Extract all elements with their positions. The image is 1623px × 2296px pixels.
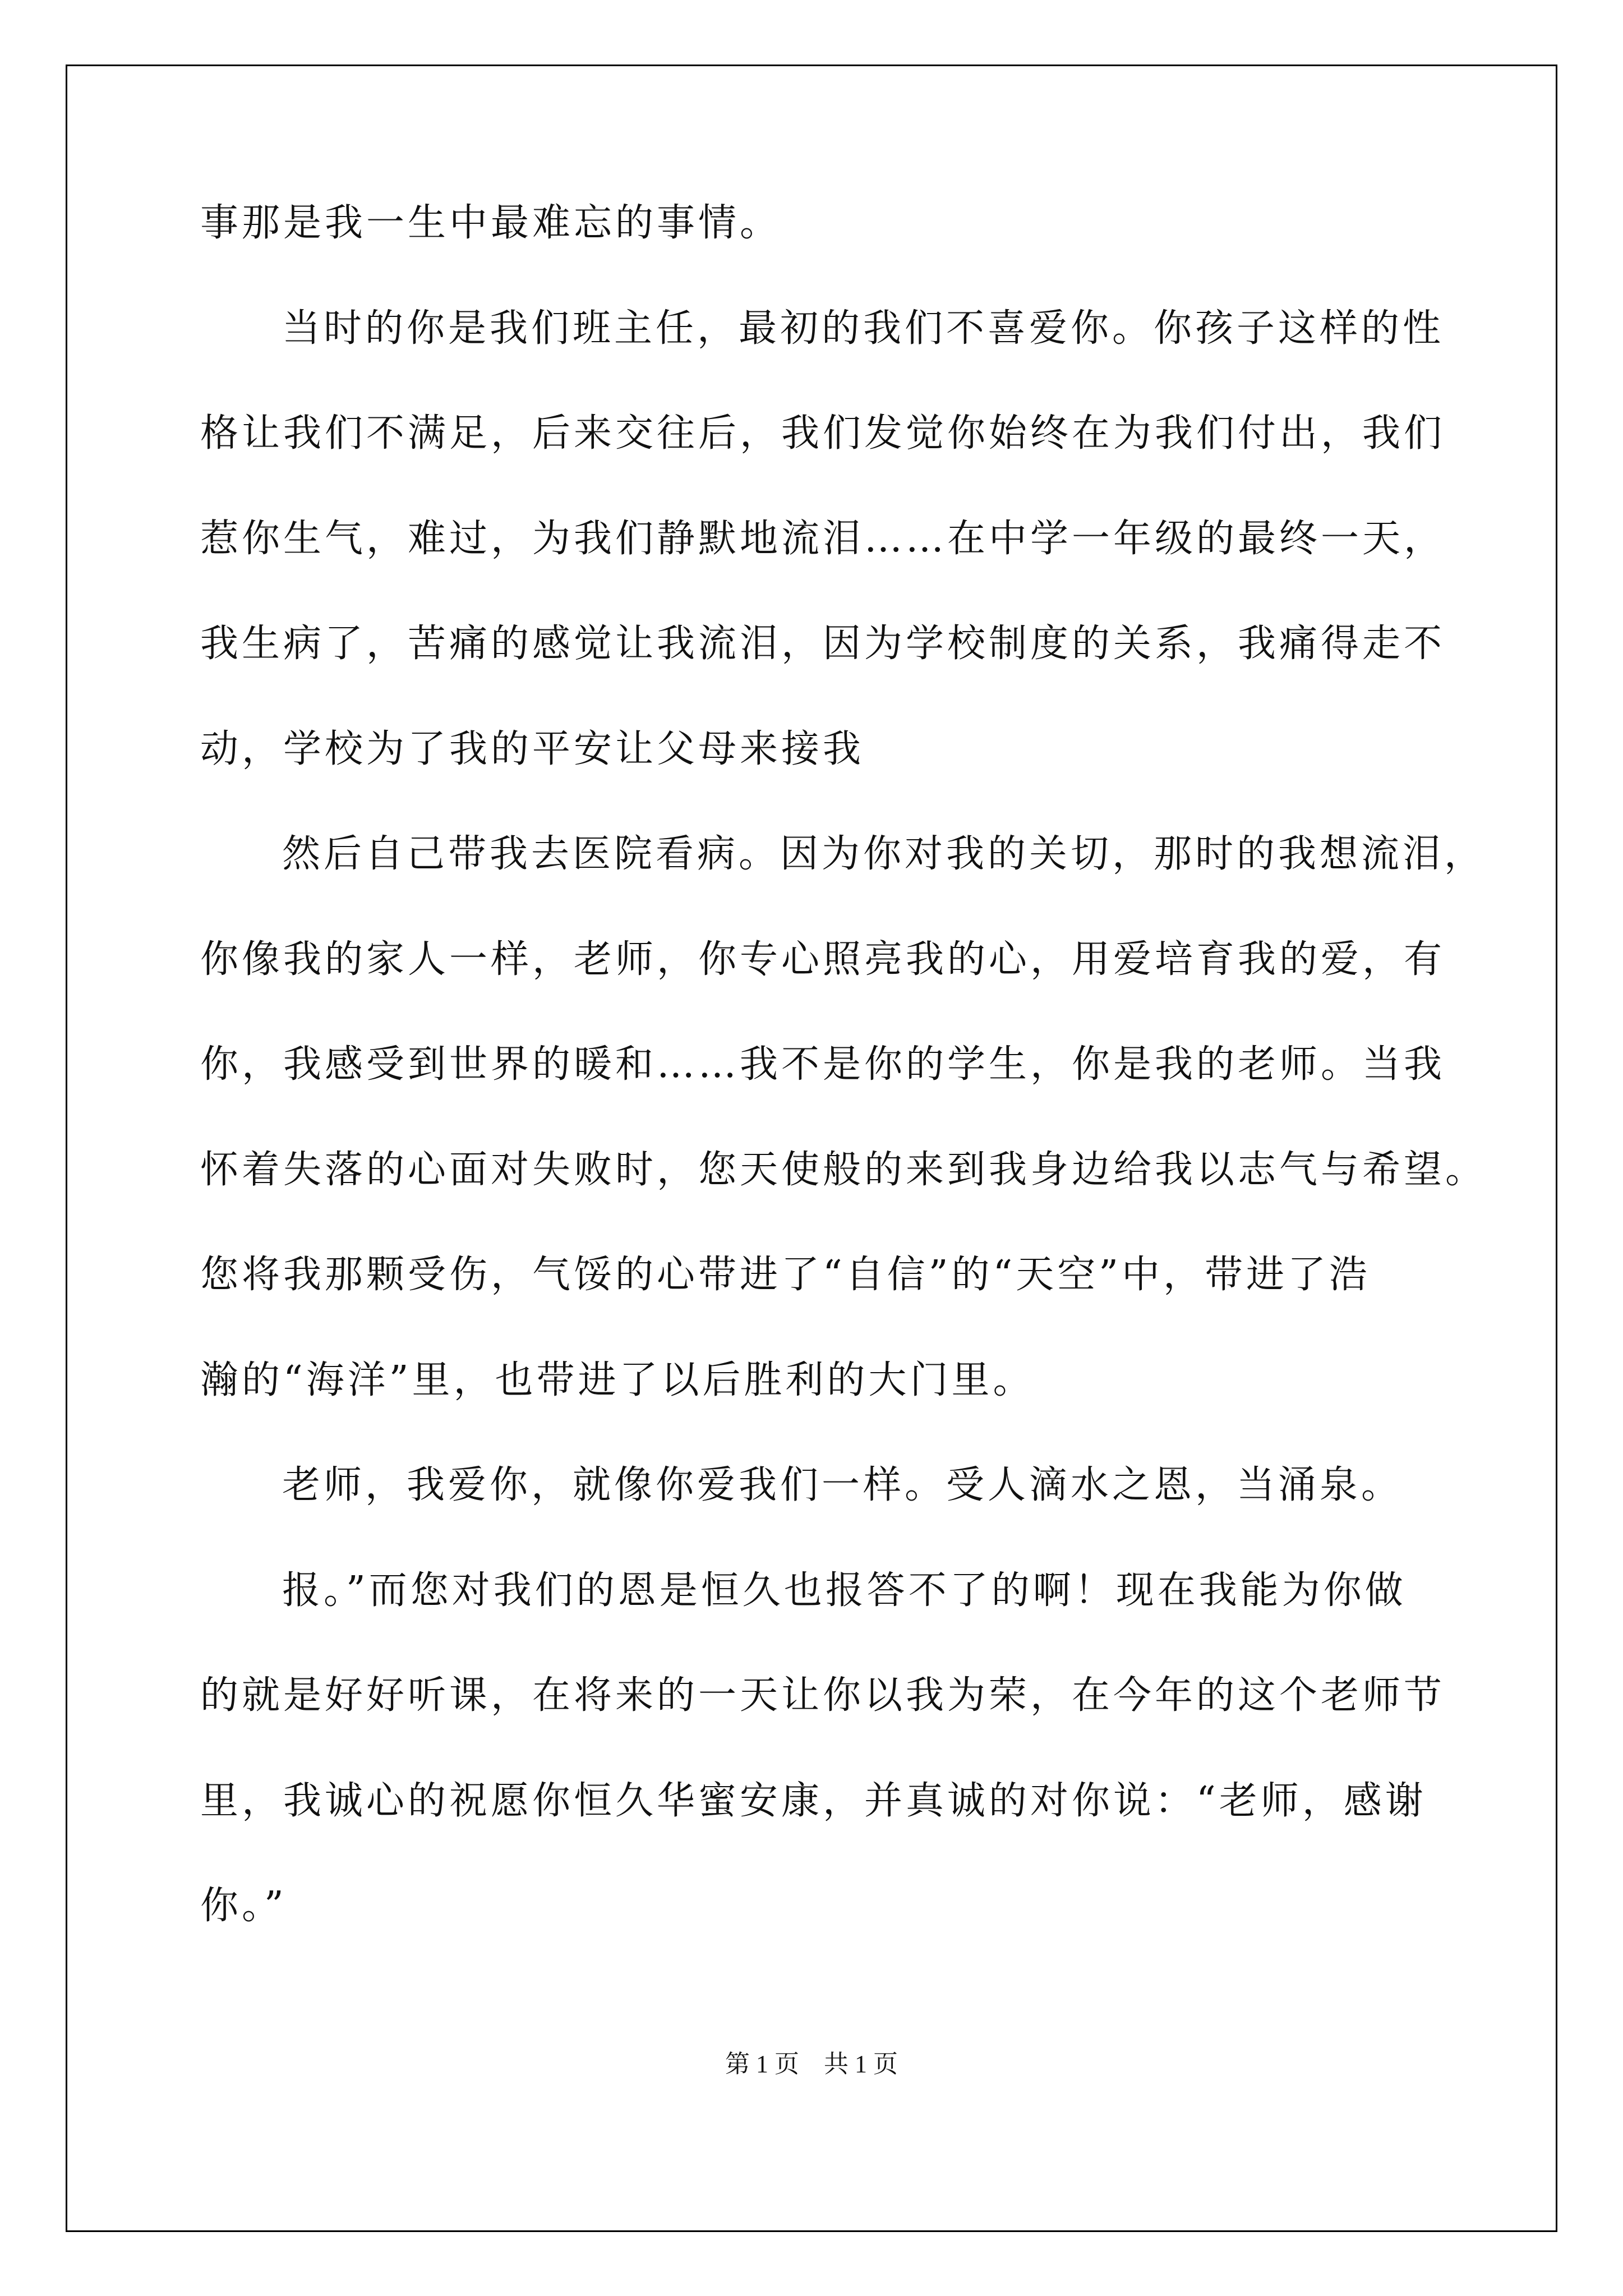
- text-line: 里，我诚心的祝愿你恒久华蜜安康，并真诚的对你说：“老师，感谢: [200, 1779, 1427, 1823]
- text-line: 你像我的家人一样，老师，你专心照亮我的心，用爱培育我的爱，有: [200, 937, 1446, 982]
- text-line: 你，我感受到世界的暖和……我不是你的学生，你是我的老师。当我: [200, 1042, 1446, 1087]
- text-line: 动，学校为了我的平安让父母来接我: [200, 727, 865, 771]
- text-line: 的就是好好听课，在将来的一天让你以我为荣，在今年的这个老师节: [200, 1673, 1446, 1718]
- paragraph-first-line: 当时的你是我们班主任，最初的我们不喜爱你。你孩子这样的性: [282, 306, 1445, 351]
- text-line: 事那是我一生中最难忘的事情。: [200, 201, 782, 245]
- text-line: 惹你生气，难过，为我们静默地流泪……在中学一年级的最终一天，: [200, 517, 1446, 561]
- paragraph-first-line: 报。”而您对我们的恩是恒久也报答不了的啊！现在我能为你做: [282, 1568, 1407, 1613]
- paragraph-first-line: 老师，我爱你，就像你爱我们一样。受人滴水之恩，当涌泉。: [282, 1463, 1403, 1507]
- paragraph-first-line: 然后自己带我去医院看病。因为你对我的关切，那时的我想流泪，: [282, 832, 1486, 876]
- text-line: 怀着失落的心面对失败时，您天使般的来到我身边给我以志气与希望。: [200, 1148, 1487, 1192]
- text-line: 您将我那颗受伤，气馁的心带进了“自信”的“天空”中，带进了浩: [200, 1253, 1371, 1297]
- text-line: 你。”: [200, 1884, 287, 1928]
- text-line: 我生病了，苦痛的感觉让我流泪，因为学校制度的关系，我痛得走不: [200, 622, 1446, 666]
- page-number-footer: 第 1 页 共 1 页: [725, 2050, 898, 2078]
- text-line: 瀚的“海洋”里，也带进了以后胜利的大门里。: [200, 1358, 1035, 1402]
- text-line: 格让我们不满足，后来交往后，我们发觉你始终在为我们付出，我们: [200, 411, 1446, 455]
